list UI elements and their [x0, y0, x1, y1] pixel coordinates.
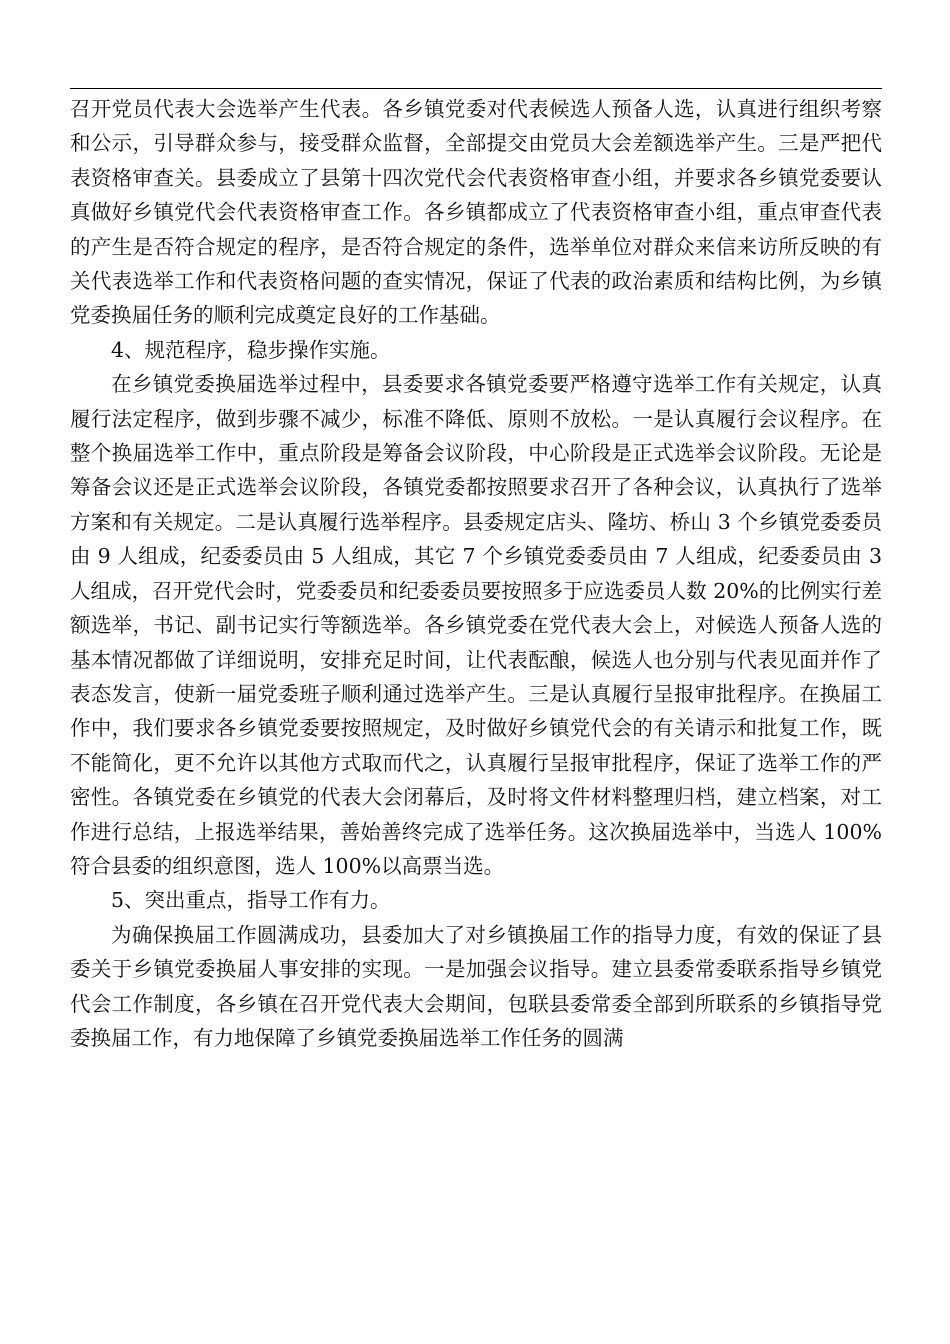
- paragraph-qualification-review: 召开党员代表大会选举产生代表。各乡镇党委对代表候选人预备人选，认真进行组织考察和公示，引导群众参与，接受群众监督，全部提交由党员大会差额选举产生。三是严把代表资格审查关。县委成立了县第十四次党代会代表资格审查小组，并要求各乡镇党委要认真做好乡镇党代会代表资格审查工作。各乡镇都成立了代表资格审查小组，重点审查代表的产生是否符合规定的程序，是否符合规定的条件，选举单位对群众来信来访所反映的有关代表选举工作和代表资格问题的查实情况，保证了代表的政治素质和结构比例，为乡镇党委换届任务的顺利完成奠定良好的工作基础。: [70, 97, 882, 328]
- section-heading-4: 4、规范程序，稳步操作实施。: [111, 337, 391, 362]
- section-heading-5: 5、突出重点，指导工作有力。: [111, 888, 391, 913]
- header-rule: [70, 88, 882, 89]
- paragraph-guidance: 为确保换届工作圆满成功，县委加大了对乡镇换届工作的指导力度，有效的保证了县委关于乡镇党委换届人事安排的实现。一是加强会议指导。建立县委常委联系指导乡镇党代会工作制度，各乡镇在召开党代表大会期间，包联县委常委全部到所联系的乡镇指导党委换届工作，有力地保障了乡镇党委换届选举工作任务的圆满: [70, 922, 882, 1050]
- paragraph-procedures: 在乡镇党委换届选举过程中，县委要求各镇党委要严格遵守选举工作有关规定，认真履行法定程序，做到步骤不减少，标准不降低、原则不放松。一是认真履行会议程序。在整个换届选举工作中，重点阶段是筹备会议阶段，中心阶段是正式选举会议阶段。无论是筹备会议还是正式选举会议阶段，各镇党委都按照要求召开了各种会议，认真执行了选举方案和有关规定。二是认真履行选举程序。县委规定店头、隆坊、桥山 3 个乡镇党委委员由 9 人组成，纪委委员由 5 人组成，其它 7 个乡镇党委委员由 7 人组成，纪委委员由 3 人组成，召开党代会时，党委委员和纪委委员要按照多于应选委员人数 20%的比例实行差额选举，书记、副书记实行等额选举。各乡镇党委在党代表大会上，对候选人预备人选的基本情况都做了详细说明，安排充足时间，让代表酝酿，候选人也分别与代表见面并作了表态发言，使新一届党委班子顺利通过选举产生。三是认真履行呈报审批程序。在换届工作中，我们要求各乡镇党委要按照规定，及时做好乡镇党代会的有关请示和批复工作，既不能简化，更不允许以其他方式取而代之，认真履行呈报审批程序，保证了选举工作的严密性。各镇党委在乡镇党的代表大会闭幕后，及时将文件材料整理归档，建立档案，对工作进行总结，上报选举结果，善始善终完成了选举任务。这次换届选举中，当选人 100%符合县委的组织意图，选人 100%以高票当选。: [70, 372, 882, 878]
- document-body: [70, 92, 882, 1055]
